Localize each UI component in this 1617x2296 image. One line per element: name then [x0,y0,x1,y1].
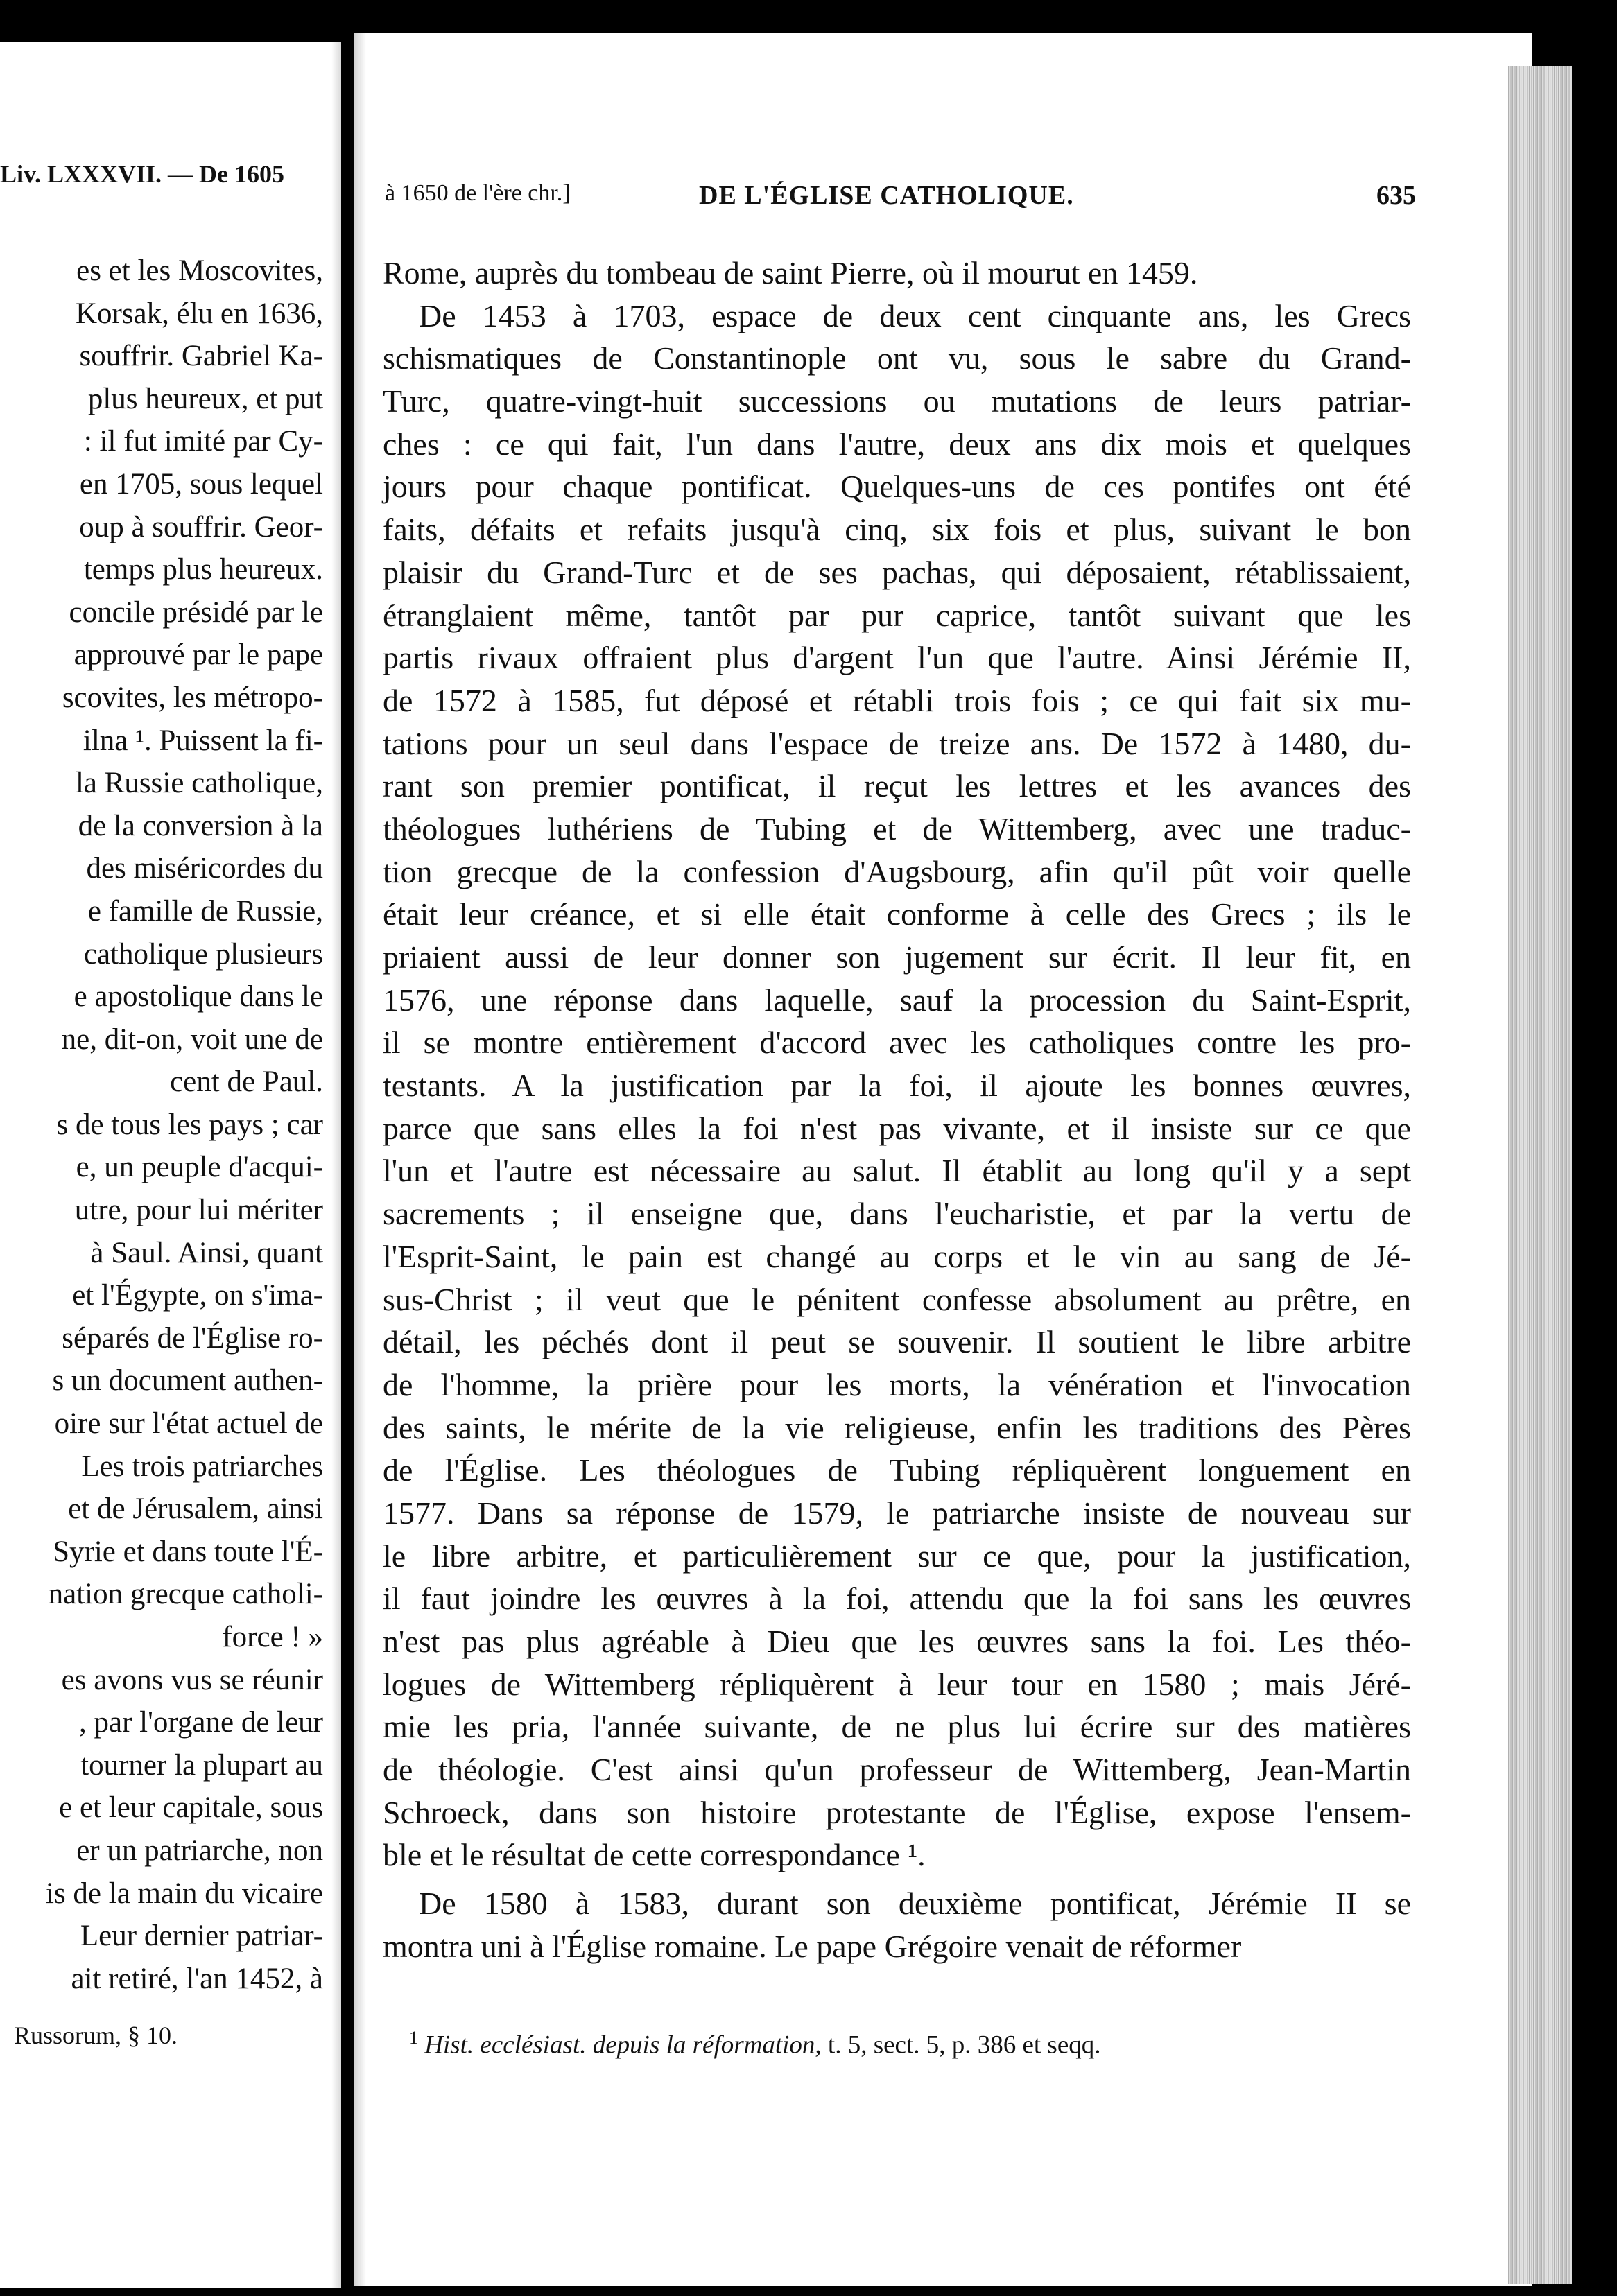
book-page-edges [1508,66,1572,2284]
body-text-line: 1577. Dans sa réponse de 1579, le patriarche insiste de nouveau sur [383,1495,1411,1531]
left-text-line: concile présidé par le [69,595,323,629]
left-text-line: Leur dernier patriar- [80,1920,323,1953]
left-text-line: la Russie catholique, [75,767,323,800]
left-text-line: oire sur l'état actuel de [54,1407,323,1441]
body-text-line: de théologie. C'est ainsi qu'un professeur de Wittemberg, Jean-Martin [383,1752,1411,1788]
body-text-line: testants. A la justification par la foi, il ajoute les bonnes œuvres, [383,1068,1411,1104]
body-text-line: tion grecque de la confession d'Augsbourg, afin qu'il pût voir quelle [383,853,1411,889]
body-text-line: mie les pria, l'année suivante, de ne plus lui écrire sur des matières [383,1709,1411,1745]
body-text-line: logues de Wittemberg répliquèrent à leur tour en 1580 ; mais Jéré- [383,1666,1411,1702]
left-text-line: cent de Paul. [170,1066,323,1099]
body-text-line: De 1580 à 1583, durant son deuxième pontificat, Jérémie II se [419,1886,1411,1922]
body-text-line: théologues luthériens de Tubing et de Wittemberg, avec une traduc- [383,810,1411,846]
body-text-line: partis rivaux offraient plus d'argent l'un que l'autre. Ainsi Jérémie II, [383,640,1411,676]
body-text-line: tations pour un seul dans l'espace de treize ans. De 1572 à 1480, du- [383,725,1411,761]
body-text-line: sus-Christ ; il veut que le pénitent confesse absolument au prêtre, en [383,1281,1411,1317]
body-text-line: jours pour chaque pontificat. Quelques-uns de ces pontifes ont été [383,469,1411,505]
left-text-line: oup à souffrir. Geor- [79,510,323,543]
body-text-line: Rome, auprès du tombeau de saint Pierre, où il mourut en 1459. [383,255,1198,290]
left-text-line: s un document authen- [52,1364,323,1398]
left-text-line: e et leur capitale, sous [59,1791,323,1825]
left-text-line: des miséricordes du [86,852,323,885]
left-text-line: er un patriarche, non [76,1834,323,1867]
body-text-line: De 1453 à 1703, espace de deux cent cinquante ans, les Grecs [419,297,1411,333]
body-text-line: 1576, une réponse dans laquelle, sauf la procession du Saint-Esprit, [383,982,1411,1018]
left-text-line: e, un peuple d'acqui- [76,1151,323,1184]
body-text-line: priaient aussi de leur donner son jugement sur écrit. Il leur fit, en [383,939,1411,975]
left-footnote: Russorum, § 10. [14,2021,178,2049]
right-page [354,33,1532,2286]
left-text-line: catholique plusieurs [83,937,323,971]
left-text-line: et de Jérusalem, ainsi [68,1493,323,1526]
left-text-line: séparés de l'Église ro- [62,1321,323,1355]
book-spine-shadow [331,42,341,2288]
body-text-line: de l'homme, la prière pour les morts, la vénération et l'invocation [383,1366,1411,1402]
left-text-line: tourner la plupart au [80,1748,323,1782]
left-running-header: Liv. LXXXVII. — De 1605 [0,160,285,188]
body-text-line: rant son premier pontificat, il reçut les lettres et les avances des [383,768,1411,804]
body-text-line: de l'Église. Les théologues de Tubing répliquèrent longuement en [383,1452,1411,1488]
left-text-line: et l'Égypte, on s'ima- [72,1279,323,1312]
body-text-line: montra uni à l'Église romaine. Le pape Grégoire venait de réformer [383,1928,1242,1964]
running-header-date-range: à 1650 de l'ère chr.] [385,180,571,206]
body-text-line: le libre arbitre, et particulièrement sur ce que, pour la justification, [383,1538,1411,1574]
left-page-fragment [0,42,341,2288]
left-text-line: en 1705, sous lequel [79,467,323,501]
left-text-line: is de la main du vicaire [46,1877,323,1910]
body-text-line: de 1572 à 1585, fut déposé et rétabli trois fois ; ce qui fait six mu- [383,682,1411,718]
body-text-line: Turc, quatre-vingt-huit successions ou mutations de leurs patriar- [383,383,1411,419]
page-number: 635 [1376,181,1416,210]
left-text-line: de la conversion à la [78,809,323,842]
left-text-line: ilna ¹. Puissent la fi- [83,724,323,757]
body-text-line: sacrements ; il enseigne que, dans l'eucharistie, et par la vertu de [383,1196,1411,1232]
left-text-line: ait retiré, l'an 1452, à [71,1962,323,1995]
body-text-column [383,252,1411,1968]
body-text-line: plaisir du Grand-Turc et de ses pachas, qui déposaient, rétablissaient, [383,554,1411,590]
left-text-line: ne, dit-on, voit une de [61,1023,323,1056]
body-text-line: était leur créance, et si elle était conforme à celle des Grecs ; ils le [383,896,1411,932]
footnote [409,2028,1101,2060]
left-text-line: es avons vus se réunir [61,1663,323,1696]
body-text-line: faits, défaits et refaits jusqu'à cinq, six fois et plus, suivant le bon [383,512,1411,548]
footnote-mark: 1 [409,2028,418,2048]
left-text-line: scovites, les métropo- [62,681,323,714]
left-text-line: approuvé par le pape [74,638,323,672]
left-text-line: nation grecque catholi- [48,1578,323,1611]
left-text-column [0,250,323,2000]
footnote-citation-details: t. 5, sect. 5, p. 386 et seqq. [827,2030,1101,2060]
body-text-line: détail, les péchés dont il peut se souvenir. Il soutient le libre arbitre [383,1324,1411,1360]
body-text-line: schismatiques de Constantinople ont vu, sous le sabre du Grand- [383,340,1411,376]
left-text-line: utre, pour lui mériter [74,1194,323,1227]
body-text-line: l'Esprit-Saint, le pain est changé au corps et le vin au sang de Jé- [383,1238,1411,1274]
left-text-line: souffrir. Gabriel Ka- [79,340,323,373]
body-text-line: parce que sans elles la foi n'est pas vivante, et il insiste sur ce que [383,1110,1411,1146]
left-text-line: temps plus heureux. [83,553,323,586]
left-text-line: e famille de Russie, [87,894,323,928]
left-text-line: force ! » [222,1621,323,1653]
left-text-line: : il fut imité par Cy- [83,425,323,458]
body-text-line: ble et le résultat de cette correspondance ¹. [383,1837,926,1873]
left-text-line: e apostolique dans le [74,980,323,1014]
left-text-line: es et les Moscovites, [76,254,323,287]
body-text-line: des saints, le mérite de la vie religieuse, enfin les traditions des Pères [383,1409,1411,1445]
body-text-line: n'est pas plus agréable à Dieu que les œuvres sans la foi. Les théo- [383,1624,1411,1659]
running-header-title: DE L'ÉGLISE CATHOLIQUE. [699,181,1074,210]
left-text-line: à Saul. Ainsi, quant [90,1236,323,1269]
gutter-shadow [354,33,366,2286]
body-text-line: ches : ce qui fait, l'un dans l'autre, deux ans dix mois et quelques [383,426,1411,462]
left-text-line: s de tous les pays ; car [56,1108,323,1141]
footnote-citation-title: Hist. ecclésiast. depuis la réformation, [424,2030,822,2060]
left-text-line: Syrie et dans toute l'É- [53,1535,323,1568]
body-text-line: étranglaient même, tantôt par pur caprice, tantôt suivant que les [383,597,1411,633]
left-text-line: plus heureux, et put [87,382,323,415]
left-text-line: Korsak, élu en 1636, [75,297,323,330]
body-text-line: il faut joindre les œuvres à la foi, attendu que la foi sans les œuvres [383,1581,1411,1617]
left-text-line: , par l'organe de leur [79,1706,323,1739]
body-text-line: il se montre entièrement d'accord avec les catholiques contre les pro- [383,1025,1411,1061]
body-text-line: l'un et l'autre est nécessaire au salut. Il établit au long qu'il y a sept [383,1153,1411,1189]
left-text-line: Les trois patriarches [81,1450,323,1483]
body-text-line: Schroeck, dans son histoire protestante de l'Église, expose l'ensem- [383,1794,1411,1830]
